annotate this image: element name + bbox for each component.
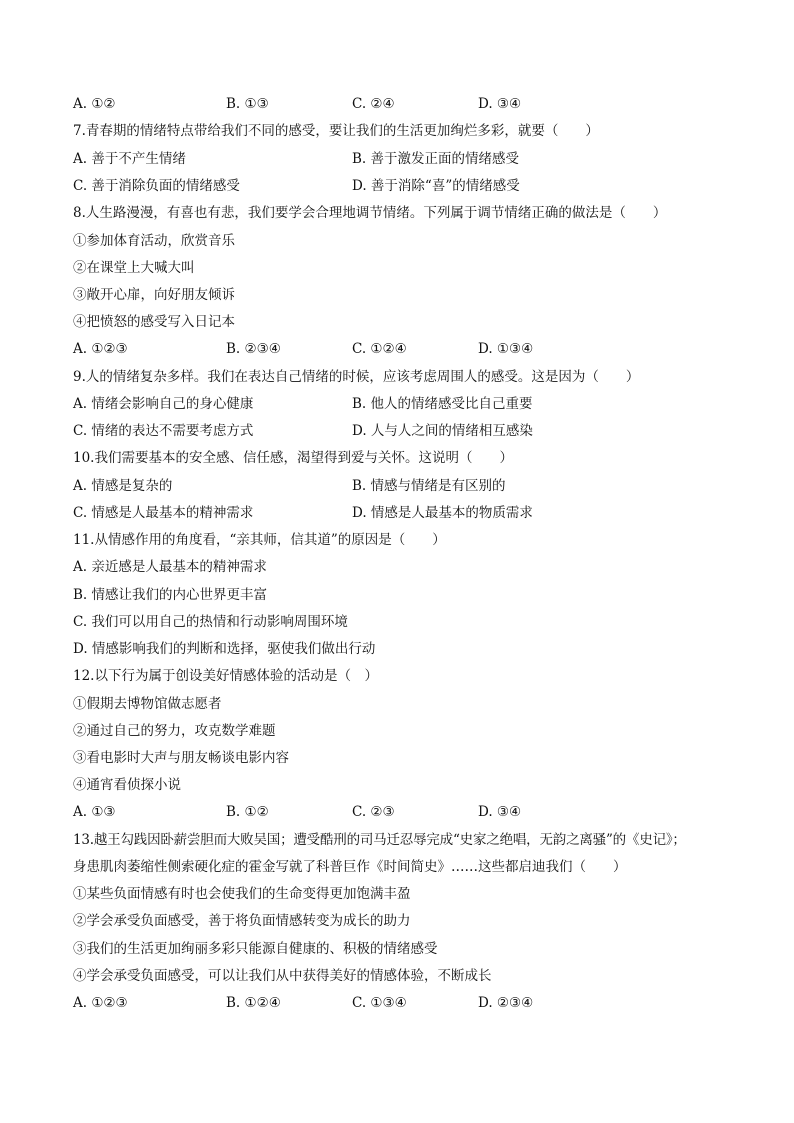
- q11-option-d: D. 情感影响我们的判断和选择，驱使我们做出行动: [73, 641, 376, 657]
- pre-option-d: D. ③④: [478, 96, 522, 112]
- q8-option-b: B. ②③④: [226, 341, 281, 357]
- q13-option-b: B. ①②④: [226, 995, 281, 1011]
- q10-option-c: C. 情感是人最基本的精神需求: [73, 505, 254, 521]
- q8-option-c: C. ①②④: [352, 341, 407, 357]
- q8-item-1: ①参加体育活动，欣赏音乐: [73, 233, 235, 249]
- question-13-stem-line-1: 13.越王勾践因卧薪尝胆而大败吴国；遭受酷刑的司马迁忍辱完成“史家之绝唱，无韵之离骚”的《史记》；: [73, 832, 686, 848]
- q13-item-2: ②学会承受负面感受，善于将负面情感转变为成长的助力: [73, 913, 411, 929]
- q7-option-c: C. 善于消除负面的情绪感受: [73, 178, 240, 194]
- question-7-stem: 7.青春期的情绪特点带给我们不同的感受，要让我们的生活更加绚烂多彩，就要（ ）: [73, 123, 599, 139]
- q11-option-b: B. 情感让我们的内心世界更丰富: [73, 587, 268, 603]
- q9-option-b: B. 他人的情绪感受比自己重要: [352, 396, 533, 412]
- q12-item-2: ②通过自己的努力，攻克数学难题: [73, 723, 276, 739]
- q9-option-d: D. 人与人之间的情绪相互感染: [352, 423, 533, 439]
- q11-option-c: C. 我们可以用自己的热情和行动影响周围环境: [73, 614, 348, 630]
- q8-item-2: ②在课堂上大喊大叫: [73, 260, 195, 276]
- q8-item-4: ④把愤怒的感受写入日记本: [73, 314, 235, 330]
- q8-option-d: D. ①③④: [478, 341, 534, 357]
- question-12-stem: 12.以下行为属于创设美好情感体验的活动是（ ）: [73, 668, 378, 684]
- q12-option-a: A. ①③: [73, 804, 116, 820]
- pre-option-a: A. ①②: [73, 96, 116, 112]
- q13-item-3: ③我们的生活更加绚丽多彩只能源自健康的、积极的情绪感受: [73, 941, 438, 957]
- q12-item-4: ④通宵看侦探小说: [73, 777, 181, 793]
- q13-option-c: C. ①③④: [352, 995, 407, 1011]
- q13-option-d: D. ②③④: [478, 995, 534, 1011]
- pre-option-c: C. ②④: [352, 96, 395, 112]
- q12-item-1: ①假期去博物馆做志愿者: [73, 696, 222, 712]
- question-9-stem: 9.人的情绪复杂多样。我们在表达自己情绪的时候，应该考虑周围人的感受。这是因为（ ）: [73, 369, 640, 385]
- q10-option-b: B. 情感与情绪是有区别的: [352, 478, 506, 494]
- q12-option-b: B. ①②: [226, 804, 269, 820]
- q12-option-d: D. ③④: [478, 804, 522, 820]
- q7-option-d: D. 善于消除“喜”的情绪感受: [352, 178, 520, 194]
- question-11-stem: 11.从情感作用的角度看，“亲其师，信其道”的原因是（ ）: [73, 532, 446, 548]
- q13-option-a: A. ①②③: [73, 995, 128, 1011]
- pre-option-b: B. ①③: [226, 96, 269, 112]
- q9-option-a: A. 情绪会影响自己的身心健康: [73, 396, 254, 412]
- question-10-stem: 10.我们需要基本的安全感、信任感，渴望得到爱与关怀。这说明（ ）: [73, 450, 513, 466]
- q7-option-b: B. 善于激发正面的情绪感受: [352, 151, 520, 167]
- q12-item-3: ③看电影时大声与朋友畅谈电影内容: [73, 750, 289, 766]
- q8-option-a: A. ①②③: [73, 341, 128, 357]
- question-8-stem: 8.人生路漫漫，有喜也有悲，我们要学会合理地调节情绪。下列属于调节情绪正确的做法是（ ）: [73, 205, 667, 221]
- q7-option-a: A. 善于不产生情绪: [73, 151, 186, 167]
- q8-item-3: ③敞开心扉，向好朋友倾诉: [73, 287, 235, 303]
- q12-option-c: C. ②③: [352, 804, 395, 820]
- question-13-stem-line-2: 身患肌肉萎缩性侧索硬化症的霍金写就了科普巨作《时间简史》……这些都启迪我们（ ）: [73, 859, 627, 875]
- q9-option-c: C. 情绪的表达不需要考虑方式: [73, 423, 254, 439]
- q13-item-1: ①某些负面情感有时也会使我们的生命变得更加饱满丰盈: [73, 886, 411, 902]
- q13-item-4: ④学会承受负面感受，可以让我们从中获得美好的情感体验，不断成长: [73, 968, 492, 984]
- q11-option-a: A. 亲近感是人最基本的精神需求: [73, 559, 267, 575]
- q10-option-a: A. 情感是复杂的: [73, 478, 173, 494]
- q10-option-d: D. 情感是人最基本的物质需求: [352, 505, 533, 521]
